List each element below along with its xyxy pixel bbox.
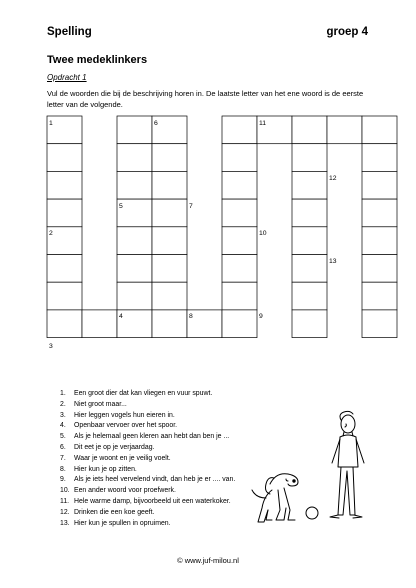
clue-number: 9. <box>60 476 66 484</box>
crossword-cell[interactable] <box>117 282 152 310</box>
crossword-cell[interactable] <box>47 255 82 283</box>
crossword-cell[interactable] <box>47 282 82 310</box>
grid-number-1: 1 <box>49 120 53 127</box>
instructions-text: Vul de woorden die bij de beschrijving horen in. De laatste letter van het ene woord is de eerste letter van de volgende. <box>47 89 364 109</box>
grid-number-7: 7 <box>189 203 193 210</box>
grid-number-6: 6 <box>154 120 158 127</box>
clue-text: Openbaar vervoer over het spoor. <box>74 422 178 430</box>
exercise-label: Opdracht 1 <box>47 73 87 82</box>
crossword-cell[interactable] <box>292 116 327 144</box>
crossword-cell[interactable] <box>117 116 152 144</box>
crossword-cell[interactable] <box>362 171 397 199</box>
clue-text: Hier kun je op zitten. <box>74 465 137 473</box>
crossword-cell[interactable] <box>362 144 397 172</box>
crossword-cell[interactable] <box>117 227 152 255</box>
crossword-cell[interactable] <box>222 255 257 283</box>
dog-boy-ball-drawing <box>248 410 378 530</box>
crossword-cell[interactable] <box>292 144 327 172</box>
clue-number: 8. <box>60 465 66 473</box>
grid-number-5: 5 <box>119 203 123 210</box>
clue-item <box>60 400 300 411</box>
crossword-cell[interactable] <box>292 227 327 255</box>
clue-item <box>60 389 300 400</box>
crossword-cell[interactable] <box>292 171 327 199</box>
crossword-cell[interactable] <box>152 255 187 283</box>
grid-number-11: 11 <box>259 120 267 127</box>
crossword-cell[interactable] <box>117 171 152 199</box>
clue-number: 1. <box>60 390 66 397</box>
clue-number: 13. <box>60 519 70 527</box>
grid-number-4: 4 <box>119 313 123 320</box>
clue-text: Drinken die een koe geeft. <box>74 508 155 516</box>
crossword-cell[interactable] <box>222 116 257 144</box>
crossword-cell[interactable] <box>222 227 257 255</box>
crossword-cell[interactable] <box>292 255 327 283</box>
crossword-cell[interactable] <box>292 282 327 310</box>
crossword-cell[interactable] <box>152 199 187 227</box>
crossword-cell[interactable] <box>152 144 187 172</box>
crossword-cell[interactable] <box>362 310 397 338</box>
clue-text: Hele warme damp, bijvoorbeeld uit een waterkoker. <box>74 497 231 505</box>
crossword-cells <box>47 116 397 338</box>
subject-heading: Spelling <box>47 26 92 38</box>
clue-number: 5. <box>60 433 66 441</box>
clue-text: Niet groot maar... <box>74 400 127 408</box>
crossword-cell[interactable] <box>362 199 397 227</box>
clue-number: 3. <box>60 411 66 419</box>
crossword-cell[interactable] <box>117 144 152 172</box>
crossword-cell[interactable] <box>362 255 397 283</box>
crossword-cell[interactable] <box>152 227 187 255</box>
crossword-cell[interactable] <box>222 282 257 310</box>
crossword-cell[interactable] <box>47 171 82 199</box>
crossword-cell[interactable] <box>362 116 397 144</box>
grid-number-10: 10 <box>259 230 267 237</box>
crossword-cell[interactable] <box>152 310 187 338</box>
grid-number-9: 9 <box>259 313 263 320</box>
crossword-cell[interactable] <box>362 227 397 255</box>
crossword-cell[interactable] <box>292 310 327 338</box>
crossword-cell[interactable] <box>47 310 82 338</box>
clue-text: Waar je woont en je veilig voelt. <box>74 454 171 462</box>
clue-text: Hier leggen vogels hun eieren in. <box>74 411 175 419</box>
crossword-cell[interactable] <box>47 199 82 227</box>
grade-heading: groep 4 <box>326 26 368 38</box>
crossword-cell[interactable] <box>117 255 152 283</box>
crossword-cell[interactable] <box>327 116 362 144</box>
clue-number: 2. <box>60 400 66 408</box>
grid-number-2: 2 <box>49 230 53 237</box>
grid-number-3: 3 <box>49 343 53 350</box>
clue-text: Als je helemaal geen kleren aan hebt dan ben je ... <box>74 433 230 441</box>
grid-number-8: 8 <box>189 313 193 320</box>
crossword-cell[interactable] <box>222 199 257 227</box>
crossword-cell[interactable] <box>222 171 257 199</box>
crossword-cell[interactable] <box>152 171 187 199</box>
clue-text: Hier kun je spullen in opruimen. <box>74 519 171 527</box>
clue-number: 10. <box>60 487 70 495</box>
crossword-cell[interactable] <box>47 144 82 172</box>
grid-number-12: 12 <box>329 175 337 182</box>
clue-text: Als je iets heel vervelend vindt, dan heb je er .... van. <box>74 476 236 484</box>
clue-text: Een groot dier dat kan vliegen en vuur spuwt. <box>74 390 213 397</box>
clue-text: Dit eet je op je verjaardag. <box>74 443 155 451</box>
clue-number: 4. <box>60 422 66 430</box>
crossword-cell[interactable] <box>222 144 257 172</box>
crossword-cell[interactable] <box>362 282 397 310</box>
crossword-cell[interactable] <box>292 199 327 227</box>
clue-number: 6. <box>60 443 66 451</box>
crossword-cell[interactable] <box>152 282 187 310</box>
crossword-cell[interactable] <box>82 310 117 338</box>
clue-number: 11. <box>60 497 70 505</box>
worksheet-title: Twee medeklinkers <box>47 54 148 66</box>
crossword-cell[interactable] <box>222 310 257 338</box>
clue-number: 7. <box>60 454 66 462</box>
clue-text: Een ander woord voor proefwerk. <box>74 487 176 495</box>
copyright-footer: © www.juf-milou.nl <box>177 556 239 565</box>
clue-number: 12. <box>60 508 70 516</box>
grid-number-13: 13 <box>329 258 337 265</box>
